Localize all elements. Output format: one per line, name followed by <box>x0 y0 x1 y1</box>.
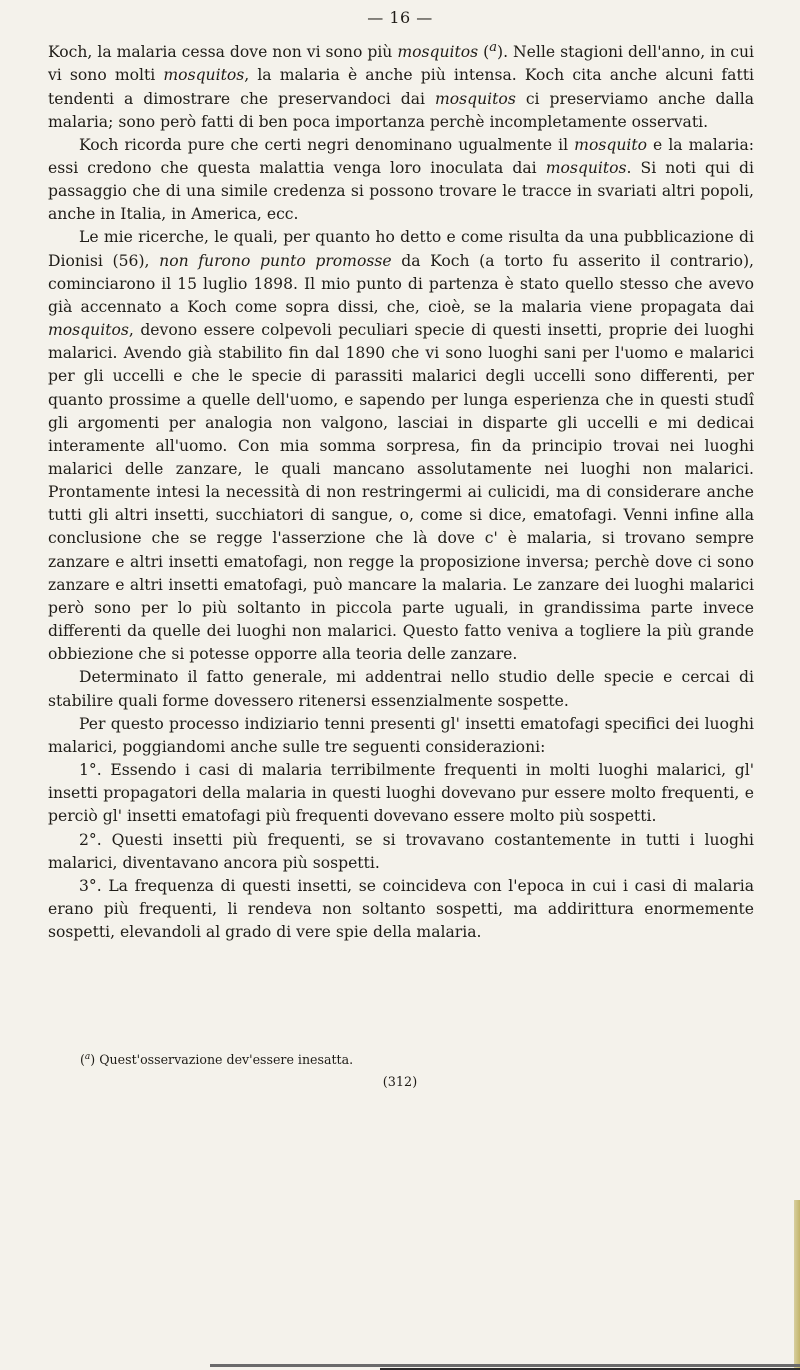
text-run: ( <box>478 43 490 62</box>
italic-term: mosquitos <box>434 89 516 108</box>
footnote-text: Quest'osservazione dev'essere inesatta. <box>95 1052 354 1068</box>
text-run: Le mie ricerche, le quali, per quanto ho detto e come risulta da una pubblicazione di Dionisi (56), <box>48 228 754 270</box>
paragraph-3 <box>48 226 754 666</box>
text-run: 2°. Questi insetti più frequenti, se si trovavano costantemente in tutti i luoghi malarici, diventavano ancora più sospetti. <box>48 830 754 872</box>
italic-term: mosquito <box>574 135 648 154</box>
paragraph-5 <box>48 713 754 759</box>
italic-term: mosquitos <box>163 66 245 85</box>
text-run: da Koch (a torto fu asserito il contrario), cominciarono il 15 luglio 1898. Il mio punto di partenza è stato quello stesso che avevo già accennato a Koch come sopra dissi, che, cioè, se la malaria viene propagata dai <box>48 251 754 316</box>
text-run: ci preserviamo anche dalla malaria; sono però fatti di ben poca importanza perchè incompletamente osservati. <box>48 89 755 131</box>
italic-term: mosquitos <box>545 158 627 177</box>
page-edge-strip <box>794 1200 800 1370</box>
paragraph-4 <box>48 666 754 712</box>
footnote: ($^a$) Quest'osservazione dev'essere inesatta. <box>80 1052 354 1068</box>
body-text <box>48 36 754 944</box>
text-run: e la malaria: essi credono che questa malattia venga loro inoculata dai <box>48 135 754 177</box>
scan-edge-line <box>210 1364 800 1367</box>
text-run: Koch, la malaria cessa dove non vi sono più <box>48 43 398 62</box>
page-number: — 16 — <box>367 8 433 27</box>
text-run: . Si noti qui di passaggio che di una simile credenza si possono trovare le tracce in svariati altri popoli, anche in Italia, in America, ecc. <box>48 158 754 224</box>
text-run: , devono essere colpevoli peculiari specie di questi insetti, proprie dei luoghi malarici. Avendo già stabilito fin dal 1890 che vi sono luoghi sani per l'uomo e malarici per gli uccelli e che le specie di parassiti malarici degli uccelli sono differenti, per quanto prossime a quelle dell'uomo, e sapendo per lunga esperienza che in questi studî gli argomenti per analogia non valgono, lasciai in disparte gli uccelli e mi dedicai interamente all'uomo. Con mia somma sorpresa, fin da principio trovai nei luoghi malarici delle zanzare, le quali mancano assolutamente nei luoghi non malarici. Prontamente intesi la necessità di non restringermi ai culicidi, ma di considerare anche tutti gli altri insetti, succhiatori di sangue, o, come si dice, ematofagi. Venni infine alla conclusione che se regge l'asserzione che là dove c' è malaria, si trovano sempre zanzare e altri insetti ematofagi, non regge la proposizione inversa; perchè dove ci sono zanzare e altri insetti ematofagi, può mancare la malaria. Le zanzare dei luoghi malarici però sono per lo più soltanto in piccola parte uguali, in grandissima parte invece differenti da quelle dei luoghi non malarici. Questo fatto veniva a togliere la più grande obbiezione che si potesse opporre alla teoria delle zanzare. <box>48 321 754 664</box>
footnote-ref: a <box>489 40 498 55</box>
italic-term: non furono punto promosse <box>159 251 392 270</box>
paragraph-2 <box>48 134 754 227</box>
italic-term: mosquitos <box>48 321 129 340</box>
page-code: (312) <box>382 1075 418 1090</box>
text-run: , la malaria è anche più intensa. Koch cita anche alcuni fatti tendenti a dimostrare che preservandoci dai <box>48 66 754 108</box>
paragraph-7 <box>48 829 754 875</box>
italic-term: mosquitos <box>397 43 479 62</box>
text-run: 3°. La frequenza di questi insetti, se coincideva con l'epoca in cui i casi di malaria erano più frequenti, li rendeva non soltanto sospetti, ma addirittura enormemente sospetti, elevandoli al grado di vere spie della malaria. <box>48 876 754 942</box>
paragraph-8 <box>48 875 754 944</box>
text-run: Koch ricorda pure che certi negri denominano ugualmente il <box>79 135 575 154</box>
paragraph-6 <box>48 759 754 828</box>
paragraph-1 <box>48 36 754 134</box>
text-run: Determinato il fatto generale, mi addentrai nello studio delle specie e cercai di stabilire quali forme dovessero ritenersi essenzialmente sospette. <box>48 668 754 710</box>
text-run: Per questo processo indiziario tenni presenti gl' insetti ematofagi specifici dei luoghi malarici, poggiandomi anche sulle tre seguenti considerazioni: <box>48 714 754 756</box>
text-run: 1°. Essendo i casi di malaria terribilmente frequenti in molti luoghi malarici, gl' insetti propagatori della malaria in questi luoghi dovevano pur essere molto frequenti, e perciò gl' insetti ematofagi più frequenti dovevano essere molto più sospetti. <box>48 761 754 826</box>
footnote-marker: a <box>84 1052 91 1062</box>
text-run: ). Nelle stagioni dell'anno, in cui vi sono molti <box>48 43 754 85</box>
